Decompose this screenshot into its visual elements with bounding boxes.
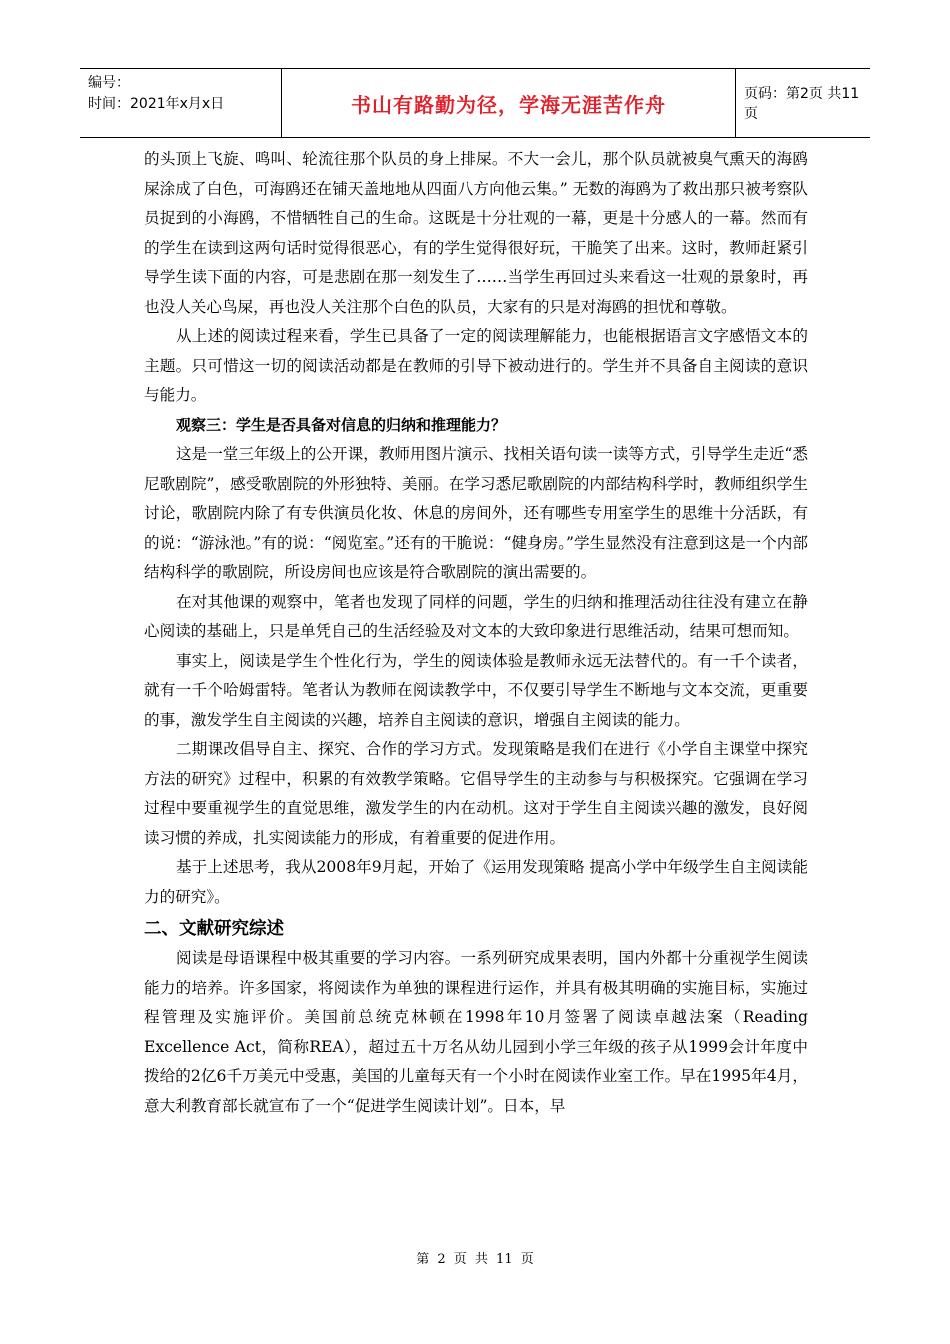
paragraph-2: 从上述的阅读过程来看，学生已具备了一定的阅读理解能力，也能根据语言文字感悟文本的主题。只可惜这一切的阅读活动都是在教师的引导下被动进行的。学生并不具备自主阅读的意识与能力。	[144, 327, 808, 404]
paragraph-8: 阅读是母语课程中极其重要的学习内容。一系列研究成果表明，国内外都十分重视学生阅读能力的培养。许多国家，将阅读作为单独的课程进行运作，并具有极其明确的实施目标，实施过程管理及实施评价。美国前总统克林顿在1998年10月签署了阅读卓越法案（Reading Excellence Act，简称REA），超过五十万名从幼儿园到小学三年级的孩子从1999会计年度中拨给的2亿6千万美元中受惠，美国的儿童每天有一个小时在阅读作业室工作。早在1995年4月，意大利教育部长就宣布了一个“促进学生阅读计划”。日本，早	[144, 949, 808, 1115]
document-header	[80, 68, 870, 138]
section-2-heading: 二、文献研究综述	[144, 919, 284, 939]
paragraph-6: 二期课改倡导自主、探究、合作的学习方式。发现策略是我们在进行《小学自主课堂中探究方法的研究》过程中，积累的有效教学策略。它倡导学生的主动参与与积极探究。它强调在学习过程中要重视学生的直觉思维，激发学生的内在动机。这对于学生自主阅读兴趣的激发，良好阅读习惯的养成，扎实阅读能力的形成，有着重要的促进作用。	[144, 740, 808, 847]
number-label: 编号：	[88, 75, 130, 91]
header-meta-cell	[80, 69, 282, 137]
paragraph-7: 基于上述思考，我从2008年9月起，开始了《运用发现策略 提高小学中年级学生自主阅读能力的研究》。	[144, 858, 808, 906]
document-body	[144, 145, 808, 1121]
observation-3-heading: 观察三：学生是否具备对信息的归纳和推理能力？	[176, 415, 507, 434]
paragraph-1: 的头顶上飞旋、鸣叫、轮流往那个队员的身上排屎。不大一会儿，那个队员就被臭气熏天的海鸥屎涂成了白色，可海鸥还在铺天盖地地从四面八方向他云集。” 无数的海鸥为了救出那只被考察队员捉到的小海鸥，不惜牺牲自己的生命。这既是十分壮观的一幕，更是十分感人的一幕。然而有的学生在读到这两句话时觉得很恶心，有的学生觉得很好玩，干脆笑了出来。这时，教师赶紧引导学生读下面的内容，可是悲剧在那一刻发生了……当学生再回过头来看这一壮观的景象时，再也没人关心鸟屎，再也没人关注那个白色的队员，大家有的只是对海鸥的担忧和尊敬。	[144, 150, 808, 316]
paragraph-5: 事实上，阅读是学生个性化行为，学生的阅读体验是教师永远无法替代的。有一千个读者，就有一千个哈姆雷特。笔者认为教师在阅读教学中，不仅要引导学生不断地与文本交流，更重要的事，激发学生自主阅读的兴趣，培养自主阅读的意识，增强自主阅读的能力。	[144, 651, 808, 729]
paragraph-3: 这是一堂三年级上的公开课，教师用图片演示、找相关语句读一读等方式，引导学生走近“悉尼歌剧院”，感受歌剧院的外形独特、美丽。在学习悉尼歌剧院的内部结构科学时，教师组织学生讨论，歌剧院内除了有专供演员化妆、休息的房间外，还有哪些专用室学生的思维十分活跃，有的说：“游泳池。”有的说：“阅览室。”还有的干脆说：“健身房。”学生显然没有注意到这是一个内部结构科学的歌剧院，所设房间也应该是符合歌剧院的演出需要的。	[144, 445, 808, 581]
header-motto: 书山有路勤为径，学海无涯苦作舟	[282, 69, 736, 137]
page-footer: 第 2 页 共 11 页	[416, 1252, 534, 1267]
paragraph-4: 在对其他课的观察中，笔者也发现了同样的问题，学生的归纳和推理活动往往没有建立在静心阅读的基础上，只是单凭自己的生活经验及对文本的大致印象进行思维活动，结果可想而知。	[144, 592, 808, 640]
header-page-label: 页码：第2页 共11页	[744, 86, 860, 122]
time-label: 时间：2021年x月x日	[88, 96, 225, 112]
